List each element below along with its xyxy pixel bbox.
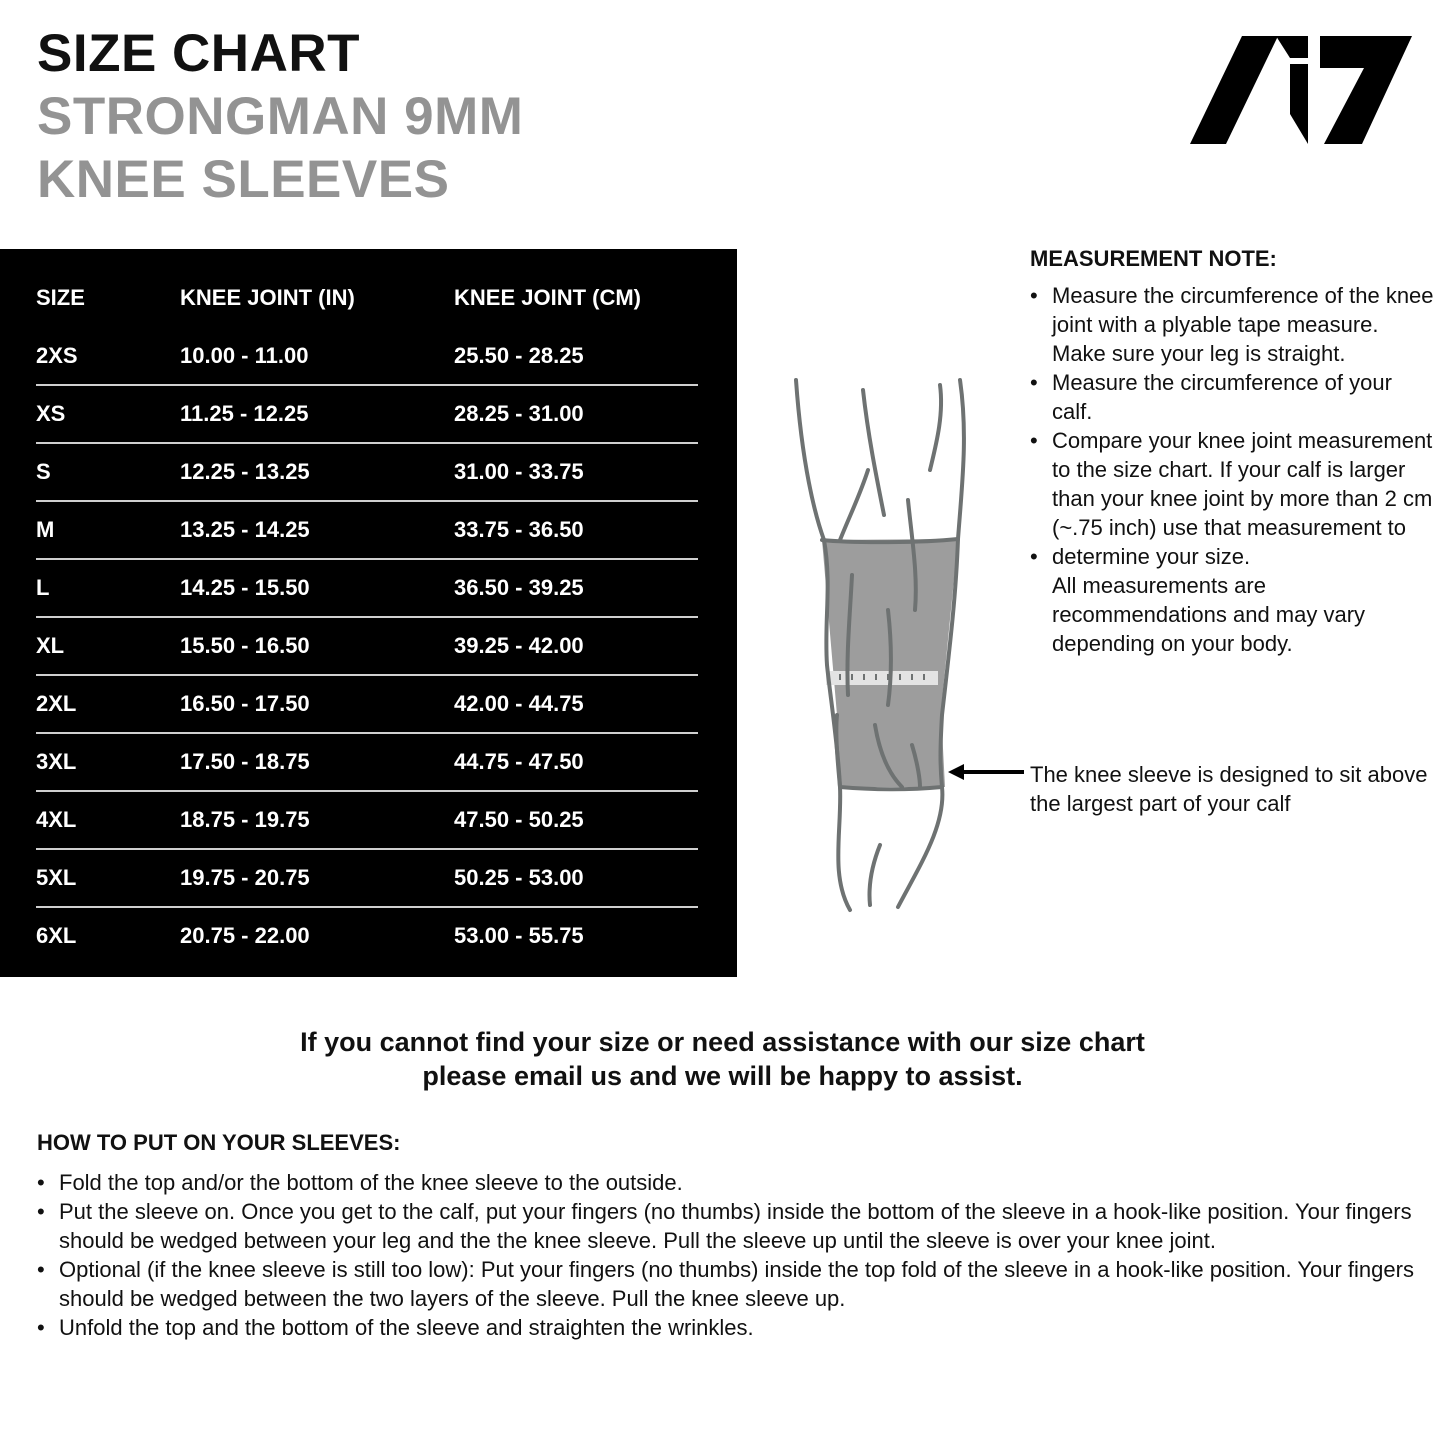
size-cell: 6XL xyxy=(36,923,77,948)
size-cell: 3XL xyxy=(36,749,77,774)
cm-cell: 39.25 - 42.00 xyxy=(454,633,584,658)
table-row xyxy=(36,675,698,733)
measurement-disclaimer: All measurements are recommendations and may vary depending on your body. xyxy=(1052,573,1366,656)
inch-cell: 13.25 - 14.25 xyxy=(180,517,310,542)
cm-cell: 42.00 - 44.75 xyxy=(454,691,584,716)
measurement-note-list xyxy=(1030,281,1435,571)
sleeve-position-caption: The knee sleeve is designed to sit above the largest part of your calf xyxy=(1030,762,1428,816)
column-header-size: SIZE xyxy=(36,285,85,310)
list-item xyxy=(1030,368,1435,426)
list-item xyxy=(37,1255,1417,1313)
size-cell: 4XL xyxy=(36,807,77,832)
size-cell: 2XL xyxy=(36,691,77,716)
how-to-step-text: Optional (if the knee sleeve is still too low): Put your fingers (no thumbs) inside the top fold of the sleeve in a hook-like position. Your fingers should be wedged between the two layers of the sleeve. Pull the knee sleeve up. xyxy=(59,1257,1414,1311)
cm-cell: 33.75 - 36.50 xyxy=(454,517,584,542)
table-row xyxy=(36,617,698,675)
size-cell: 2XS xyxy=(36,343,78,368)
list-item xyxy=(37,1313,1417,1342)
list-item xyxy=(1030,426,1435,542)
table-row xyxy=(36,443,698,501)
inch-cell: 14.25 - 15.50 xyxy=(180,575,310,600)
cm-cell: 28.25 - 31.00 xyxy=(454,401,584,426)
bullet: • xyxy=(1030,544,1038,569)
size-chart-table xyxy=(0,249,737,977)
bullet: • xyxy=(1030,283,1038,308)
how-to-title: HOW TO PUT ON YOUR SLEEVES: xyxy=(37,1130,401,1155)
bullet: • xyxy=(37,1199,45,1224)
bullet: • xyxy=(1030,370,1038,395)
how-to-step-text: Put the sleeve on. Once you get to the calf, put your fingers (no thumbs) inside the bottom of the sleeve in a hook-like position. Your fingers should be wedged between your leg and the the knee sleeve. Pull the sleeve up until the sleeve is over your knee joint. xyxy=(59,1199,1412,1253)
measurement-note xyxy=(1030,245,1435,658)
cm-cell: 31.00 - 33.75 xyxy=(454,459,584,484)
inch-cell: 20.75 - 22.00 xyxy=(180,923,310,948)
table-row xyxy=(36,327,698,385)
size-cell: XS xyxy=(36,401,66,426)
table-row xyxy=(36,733,698,791)
inch-cell: 17.50 - 18.75 xyxy=(180,749,310,774)
arrow-left-icon xyxy=(948,762,1024,782)
size-cell: M xyxy=(36,517,55,542)
size-cell: XL xyxy=(36,633,65,658)
table-row xyxy=(36,907,698,965)
how-to-step-text: Unfold the top and the bottom of the sleeve and straighten the wrinkles. xyxy=(59,1315,754,1340)
list-item xyxy=(1030,542,1435,571)
inch-cell: 16.50 - 17.50 xyxy=(180,691,310,716)
cm-cell: 53.00 - 55.75 xyxy=(454,923,584,948)
how-to-list xyxy=(37,1168,1417,1342)
table-row xyxy=(36,791,698,849)
column-header-knee-in: KNEE JOINT (IN) xyxy=(180,285,355,310)
cm-cell: 36.50 - 39.25 xyxy=(454,575,584,600)
a7-logo-icon xyxy=(1190,34,1412,146)
cm-cell: 50.25 - 53.00 xyxy=(454,865,584,890)
inch-cell: 10.00 - 11.00 xyxy=(180,343,309,368)
table-row xyxy=(36,385,698,443)
inch-cell: 12.25 - 13.25 xyxy=(180,459,310,484)
list-item xyxy=(37,1197,1417,1255)
bullet: • xyxy=(37,1315,45,1340)
measurement-note-text: Measure the circumference of the knee joint with a plyable tape measure. Make sure your leg is straight. xyxy=(1052,283,1434,366)
table-header-row xyxy=(36,269,698,327)
measurement-note-text: Measure the circumference of your calf. xyxy=(1052,370,1392,424)
page-title: SIZE CHART xyxy=(37,24,360,83)
knee-sleeve-illustration-icon xyxy=(780,375,1030,915)
bullet: • xyxy=(37,1170,45,1195)
list-item xyxy=(1030,281,1435,368)
cm-cell: 44.75 - 47.50 xyxy=(454,749,584,774)
assistance-line-1: If you cannot find your size or need assistance with our size chart xyxy=(300,1027,1145,1057)
how-to-step-text: Fold the top and/or the bottom of the knee sleeve to the outside. xyxy=(59,1170,683,1195)
measurement-note-text: Compare your knee joint measurement to the size chart. If your calf is larger than your knee joint by more than 2 cm (~.75 inch) use that measurement to xyxy=(1052,428,1433,540)
list-item xyxy=(37,1168,1417,1197)
cm-cell: 47.50 - 50.25 xyxy=(454,807,584,832)
assistance-message xyxy=(0,1025,1445,1093)
table-row xyxy=(36,849,698,907)
inch-cell: 15.50 - 16.50 xyxy=(180,633,310,658)
table-row xyxy=(36,501,698,559)
measurement-note-title: MEASUREMENT NOTE: xyxy=(1030,246,1277,271)
inch-cell: 19.75 - 20.75 xyxy=(180,865,310,890)
size-cell: 5XL xyxy=(36,865,77,890)
column-header-knee-cm: KNEE JOINT (CM) xyxy=(454,285,641,310)
product-name-line2: KNEE SLEEVES xyxy=(37,150,450,209)
assistance-line-2: please email us and we will be happy to assist. xyxy=(422,1061,1023,1091)
size-cell: L xyxy=(36,575,50,600)
size-cell: S xyxy=(36,459,51,484)
measurement-note-text: determine your size. xyxy=(1052,544,1251,569)
inch-cell: 11.25 - 12.25 xyxy=(180,401,309,426)
cm-cell: 25.50 - 28.25 xyxy=(454,343,584,368)
how-to-section xyxy=(37,1128,1417,1342)
table-row xyxy=(36,559,698,617)
product-name-line1: STRONGMAN 9MM xyxy=(37,87,524,146)
bullet: • xyxy=(37,1257,45,1282)
bullet: • xyxy=(1030,428,1038,453)
title-block xyxy=(37,22,523,211)
inch-cell: 18.75 - 19.75 xyxy=(180,807,310,832)
